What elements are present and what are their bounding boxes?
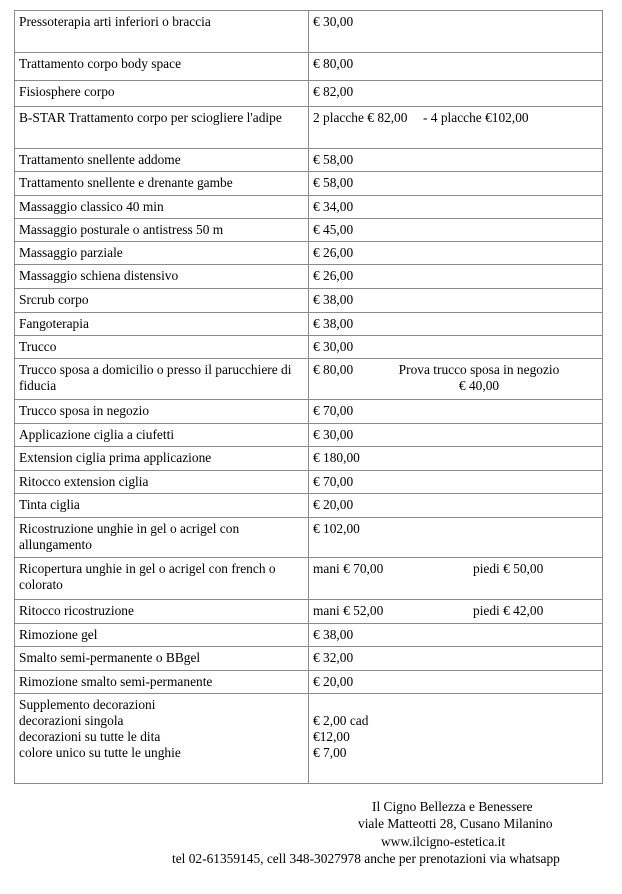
service-price <box>309 558 603 600</box>
service-name: Extension ciglia prima applicazione <box>15 447 309 471</box>
table-row <box>15 107 603 149</box>
table-row <box>15 265 603 289</box>
table-row <box>15 289 603 313</box>
website-link[interactable]: www.ilcigno-estetica.it <box>381 834 506 849</box>
service-price: € 70,00 <box>309 471 603 494</box>
service-price: € 38,00 <box>309 289 603 313</box>
price-two-plates: 2 placche € 82,00 <box>313 110 408 125</box>
table-row <box>15 53 603 81</box>
service-price: € 80,00 <box>309 53 603 81</box>
decorations-heading: Supplemento decorazioni <box>19 697 156 712</box>
table-row <box>15 447 603 471</box>
service-name: Pressoterapia arti inferiori o braccia <box>15 11 309 53</box>
decorations-single-price: € 2,00 cad <box>313 713 369 728</box>
service-name: Trattamento snellente addome <box>15 149 309 172</box>
decorations-description <box>15 694 309 784</box>
service-price: € 38,00 <box>309 624 603 647</box>
service-price-value: € 80,00 <box>313 362 354 377</box>
table-row <box>15 671 603 694</box>
service-price: € 20,00 <box>309 494 603 518</box>
contact-phones: tel 02-61359145, cell 348-3027978 anche per prenotazioni via whatsapp <box>172 851 560 866</box>
service-price: € 26,00 <box>309 265 603 289</box>
service-name: Ricopertura unghie in gel o acrigel con french o colorato <box>15 558 309 600</box>
table-row <box>15 471 603 494</box>
price-hands: mani € 52,00 <box>313 603 384 618</box>
service-name: Rimozione smalto semi-permanente <box>15 671 309 694</box>
service-price: € 70,00 <box>309 400 603 424</box>
table-row <box>15 313 603 336</box>
service-name: Ricostruzione unghie in gel o acrigel con allungamento <box>15 518 309 558</box>
table-row <box>15 359 603 400</box>
bridal-trial-label: Prova trucco sposa in negozio <box>398 362 560 377</box>
service-name: Trucco <box>15 336 309 359</box>
service-price <box>309 600 603 624</box>
service-name: Trattamento snellente e drenante gambe <box>15 172 309 196</box>
service-name: Trucco sposa in negozio <box>15 400 309 424</box>
bridal-trial-note <box>389 362 569 394</box>
price-four-plates: - 4 placche €102,00 <box>423 110 529 125</box>
service-name: Massaggio parziale <box>15 242 309 265</box>
table-row <box>15 400 603 424</box>
service-price: € 30,00 <box>309 336 603 359</box>
decorations-all-fingers: decorazioni su tutte le dita <box>19 729 161 744</box>
service-price: € 58,00 <box>309 149 603 172</box>
service-name: Srcrub corpo <box>15 289 309 313</box>
service-name: Ritocco extension ciglia <box>15 471 309 494</box>
table-row <box>15 81 603 107</box>
service-price: € 58,00 <box>309 172 603 196</box>
service-price: € 20,00 <box>309 671 603 694</box>
price-feet: piedi € 50,00 <box>473 561 544 576</box>
service-price: € 26,00 <box>309 242 603 265</box>
table-row <box>15 11 603 53</box>
table-row <box>15 219 603 242</box>
table-row <box>15 336 603 359</box>
service-name: Fangoterapia <box>15 313 309 336</box>
service-name: Ritocco ricostruzione <box>15 600 309 624</box>
decorations-prices <box>309 694 603 784</box>
service-name: B-STAR Trattamento corpo per sciogliere l'adipe <box>15 107 309 149</box>
bridal-trial-price: € 40,00 <box>458 378 500 393</box>
service-name: Massaggio schiena distensivo <box>15 265 309 289</box>
service-price: € 34,00 <box>309 196 603 219</box>
price-table <box>14 10 603 784</box>
table-row <box>15 242 603 265</box>
service-price: € 30,00 <box>309 424 603 447</box>
decorations-single-color-price: € 7,00 <box>313 745 347 760</box>
price-feet: piedi € 42,00 <box>473 603 544 618</box>
service-name: Applicazione ciglia a ciufetti <box>15 424 309 447</box>
service-price: € 32,00 <box>309 647 603 671</box>
table-row <box>15 694 603 784</box>
service-price <box>309 107 603 149</box>
service-price: € 45,00 <box>309 219 603 242</box>
table-row <box>15 600 603 624</box>
service-price: € 38,00 <box>309 313 603 336</box>
table-row <box>15 494 603 518</box>
business-address: viale Matteotti 28, Cusano Milanino <box>358 816 553 831</box>
table-row <box>15 624 603 647</box>
table-row <box>15 196 603 219</box>
table-row <box>15 647 603 671</box>
table-row <box>15 518 603 558</box>
decorations-single-color: colore unico su tutte le unghie <box>19 745 181 760</box>
service-name: Fisiosphere corpo <box>15 81 309 107</box>
service-name: Rimozione gel <box>15 624 309 647</box>
business-name: Il Cigno Bellezza e Benessere <box>372 799 533 814</box>
service-price: € 180,00 <box>309 447 603 471</box>
price-list <box>14 10 602 784</box>
service-name: Massaggio posturale o antistress 50 m <box>15 219 309 242</box>
service-name: Trucco sposa a domicilio o presso il parucchiere di fiducia <box>15 359 309 400</box>
service-price: € 102,00 <box>309 518 603 558</box>
price-hands: mani € 70,00 <box>313 561 384 576</box>
service-name: Massaggio classico 40 min <box>15 196 309 219</box>
decorations-all-fingers-price: €12,00 <box>313 729 350 744</box>
service-price <box>309 359 603 400</box>
table-row <box>15 149 603 172</box>
decorations-single: decorazioni singola <box>19 713 124 728</box>
table-row <box>15 424 603 447</box>
service-name: Smalto semi-permanente o BBgel <box>15 647 309 671</box>
table-row <box>15 172 603 196</box>
table-row <box>15 558 603 600</box>
service-name: Tinta ciglia <box>15 494 309 518</box>
service-price: € 82,00 <box>309 81 603 107</box>
service-price: € 30,00 <box>309 11 603 53</box>
service-name: Trattamento corpo body space <box>15 53 309 81</box>
